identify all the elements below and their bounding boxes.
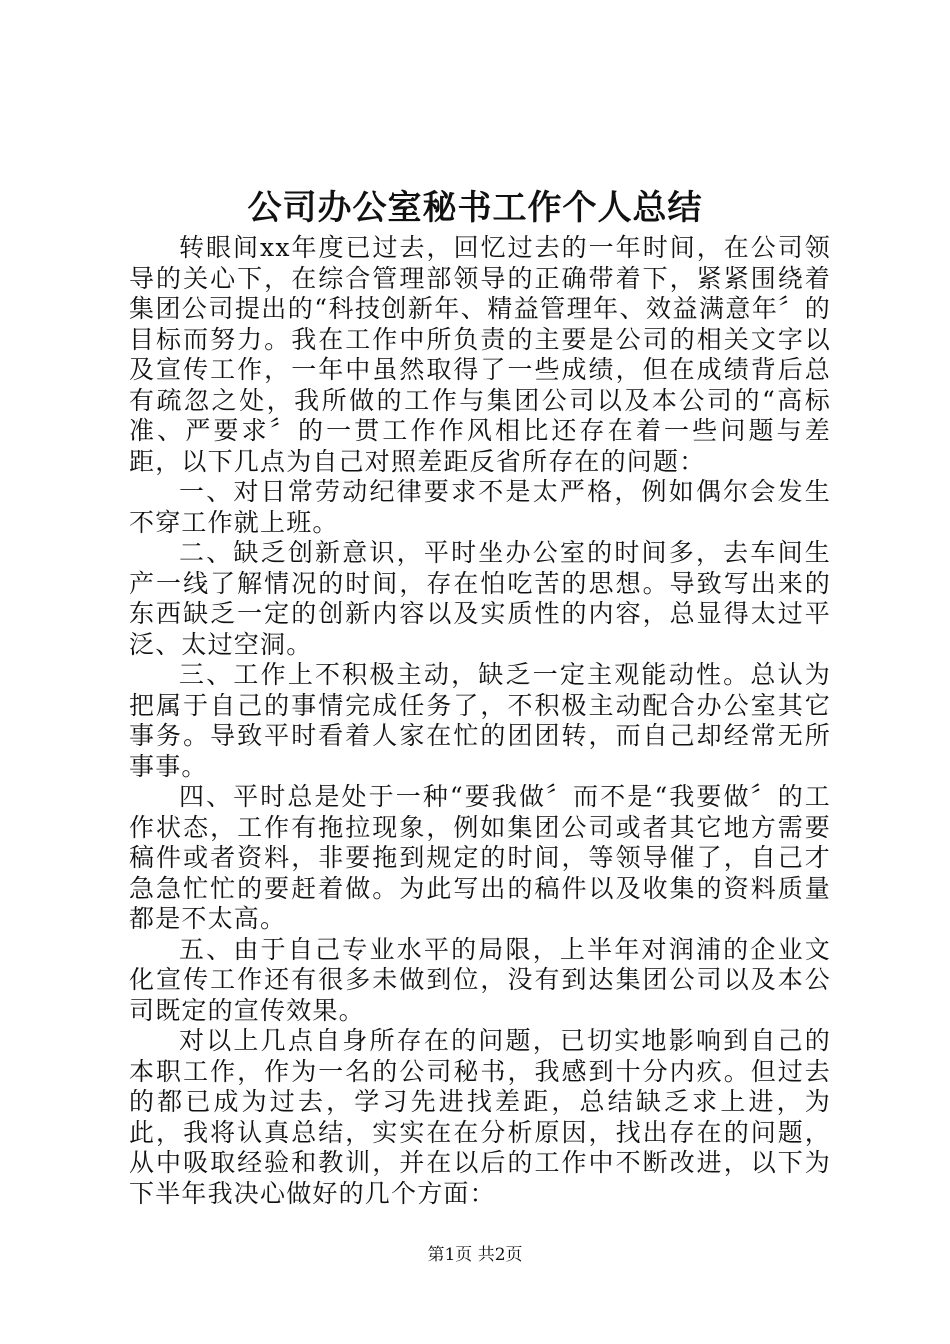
paragraph-item-2: 二、缺乏创新意识，平时坐办公室的时间多，去车间生产一线了解情况的时间，存在怕吃苦的思想。导致写出来的东西缺乏一定的创新内容以及实质性的内容，总显得太过平泛、太过空洞。 bbox=[129, 538, 831, 659]
paragraph-conclusion: 对以上几点自身所存在的问题，已切实地影响到自己的本职工作，作为一名的公司秘书，我感到十分内疚。但过去的都已成为过去，学习先进找差距，总结缺乏求上进，为此，我将认真总结，实实在在分析原因，找出存在的问题，从中吸取经验和教训，并在以后的工作中不断改进，以下为下半年我决心做好的几个方面： bbox=[129, 1026, 831, 1208]
paragraph-item-3: 三、工作上不积极主动，缺乏一定主观能动性。总认为把属于自己的事情完成任务了，不积极主动配合办公室其它事务。导致平时看着人家在忙的团团转，而自己却经常无所事事。 bbox=[129, 660, 831, 781]
paragraph-intro: 转眼间xx年度已过去，回忆过去的一年时间，在公司领导的关心下，在综合管理部领导的正确带着下，紧紧围绕着集团公司提出的“科技创新年、精益管理年、效益满意年〞的目标而努力。我在工作中所负责的主要是公司的相关文字以及宣传工作，一年中虽然取得了一些成绩，但在成绩背后总有疏忽之处，我所做的工作与集团公司以及本公司的“高标准、严要求〞的一贯工作作风相比还存在着一些问题与差距，以下几点为自己对照差距反省所存在的问题： bbox=[129, 233, 831, 476]
page-number-footer: 第1页 共2页 bbox=[427, 1245, 523, 1265]
paragraph-item-4: 四、平时总是处于一种“要我做〞而不是“我要做〞的工作状态，工作有拖拉现象，例如集团公司或者其它地方需要稿件或者资料，非要拖到规定的时间，等领导催了，自己才急急忙忙的要赶着做。为此写出的稿件以及收集的资料质量都是不太高。 bbox=[129, 782, 831, 933]
document-title: 公司办公室秘书工作个人总结 bbox=[247, 188, 703, 228]
document-body bbox=[129, 233, 831, 1209]
paragraph-item-1: 一、对日常劳动纪律要求不是太严格，例如偶尔会发生不穿工作就上班。 bbox=[129, 477, 831, 537]
paragraph-item-5: 五、由于自己专业水平的局限，上半年对润浦的企业文化宣传工作还有很多未做到位，没有到达集团公司以及本公司既定的宣传效果。 bbox=[129, 934, 831, 1025]
